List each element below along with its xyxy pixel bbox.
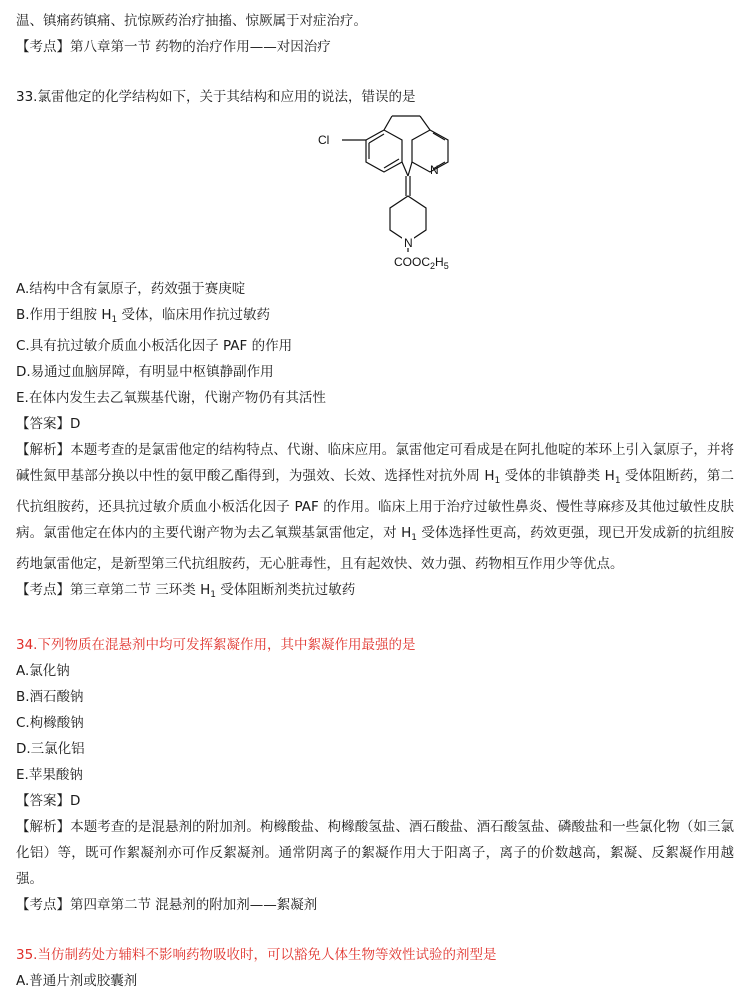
loratadine-structure: [16, 110, 734, 276]
ester-a: COOC: [394, 255, 430, 269]
q33-option-e: E.在体内发生去乙氧羰基代谢，代谢产物仍有其活性: [16, 390, 326, 406]
atom-n-piperidine: N: [404, 236, 413, 250]
intro-line: 温、镇痛药镇痛、抗惊厥药治疗抽搐、惊厥属于对症治疗。: [16, 13, 367, 29]
intro-kaodian: 【考点】第八章第一节 药物的治疗作用——对因治疗: [16, 39, 331, 55]
q33-kd-a: 【考点】第三章第二节 三环类 H: [16, 582, 211, 598]
q35-option-a: A.普通片剂或胶囊剂: [16, 973, 138, 989]
q34-option-b: B.酒石酸钠: [16, 689, 84, 705]
q33-expl-sub1: 1: [494, 476, 501, 486]
q33-optb-a: B.作用于组胺 H: [16, 307, 112, 323]
structure-bonds: [342, 116, 448, 252]
q33-option-b: [16, 302, 734, 333]
spacer: [16, 608, 734, 632]
q33-expl-c: 受体的非镇静类 H: [500, 468, 615, 484]
atom-cl: Cl: [318, 133, 330, 147]
q34-kaodian: 【考点】第四章第二节 混悬剂的附加剂——絮凝剂: [16, 897, 318, 913]
q33-explanation: [16, 437, 734, 577]
q33-option-c: C.具有抗过敏介质血小板活化因子 PAF 的作用: [16, 338, 293, 354]
q34-explanation: 【解析】本题考查的是混悬剂的附加剂。枸橼酸盐、枸橼酸氢盐、酒石酸盐、酒石酸氢盐、磷酸盐和一些氯化物（如三氯化铝）等，既可作絮凝剂亦可作反絮凝剂。通常阴离子的絮凝作用大于阳离子，离子的价数越高，絮凝、反絮凝作用越强。: [16, 819, 734, 887]
q33-expl-e: 受体阻断药，第二代抗组胺药，还具抗过敏介质血小板活化因子 PAF 的作用。临床上用于治疗过敏性鼻炎、慢性荨麻疹及其他过敏性皮肤病。氯雷他定在体内的主要代谢产物为去乙氧羰基氯雷他定，对 H: [16, 468, 734, 541]
ester-b: 2: [430, 261, 436, 271]
q33-expl-g: 受体选择性更高，药效更强，现已开发成新的抗组胺药地氯雷他定，是新型第三代抗组胺药，无心脏毒性，且有起效快、效力强、药物相互作用少等优点。: [16, 525, 734, 572]
q33-kd-sub: 1: [210, 590, 216, 600]
q33-question: 33.氯雷他定的化学结构如下，关于其结构和应用的说法，错误的是: [16, 89, 416, 105]
q33-option-a: A.结构中含有氯原子，药效强于赛庚啶: [16, 281, 246, 297]
q34-option-c: C.枸橼酸钠: [16, 715, 84, 731]
q33-answer: 【答案】D: [16, 416, 81, 432]
q33-expl-sub2: 1: [614, 476, 621, 486]
q33-expl-a: 【解析】本题考查的是氯雷他定的结构特点、代谢、临床应用。氯雷他定可看成是在阿扎他啶的苯环上引入氯原子，并将碱性氮甲基部分换以中性的氨甲酸乙酯得到，为强效、长效、选择性对抗外周 H: [16, 442, 734, 484]
ester-c: H: [435, 255, 444, 269]
q33-expl-sub3: 1: [411, 533, 417, 543]
q34-option-d: D.三氯化铝: [16, 741, 85, 757]
q33-option-d: D.易通过血脑屏障，有明显中枢镇静副作用: [16, 364, 274, 380]
spacer: [16, 918, 734, 942]
atom-n-pyridine: N: [430, 163, 439, 177]
q34-option-e: E.苹果酸钠: [16, 767, 83, 783]
q35-question: 35.当仿制药处方辅料不影响药物吸收时，可以豁免人体生物等效性试验的剂型是: [16, 947, 497, 963]
q34-question: 34.下列物质在混悬剂中均可发挥絮凝作用，其中絮凝作用最强的是: [16, 637, 416, 653]
q34-answer: 【答案】D: [16, 793, 81, 809]
document-page: [16, 8, 734, 994]
q33-kaodian: [16, 577, 734, 608]
q33-kd-c: 受体阻断剂类抗过敏药: [215, 582, 356, 598]
q33-optb-c: 受体，临床用作抗过敏药: [117, 307, 271, 323]
q34-option-a: A.氯化钠: [16, 663, 70, 679]
ester-group: [394, 255, 449, 271]
ester-d: 5: [443, 261, 449, 271]
spacer: [16, 60, 734, 84]
loratadine-structure-drawing: [296, 110, 486, 276]
q33-optb-sub: 1: [111, 315, 118, 325]
